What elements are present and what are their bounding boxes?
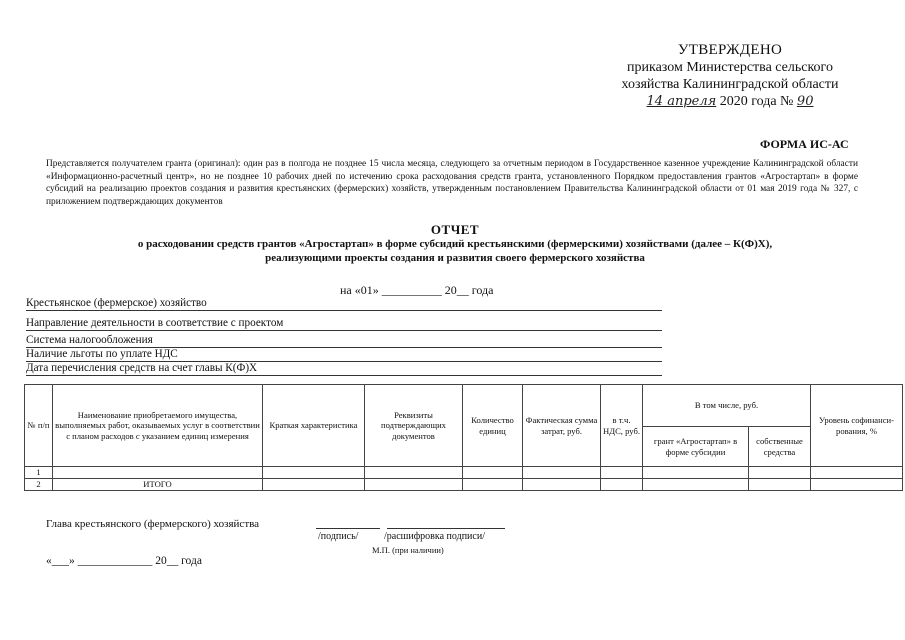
approval-date-line	[600, 93, 860, 110]
header-num: № п/п	[25, 385, 53, 467]
header-actual-sum: Фактическая сумма затрат, руб.	[523, 385, 601, 467]
approval-date-handwritten: 14 апреля	[646, 94, 717, 109]
header-including: В том числе, руб.	[643, 385, 811, 427]
header-requisites: Реквизиты подтверждающих документов	[365, 385, 463, 467]
approval-line-2: хозяйства Калининградской области	[621, 77, 839, 92]
field-tax-system: Система налогообложения	[26, 334, 662, 348]
signature-line	[316, 528, 380, 529]
header-own-funds: собственные средства	[749, 427, 811, 467]
header-cofinancing-level: Уровень софинанси-рования, %	[811, 385, 903, 467]
signature-caption: /подпись/	[318, 531, 359, 542]
field-activity-direction: Направление деятельности в соответствие с проектом	[26, 317, 662, 331]
report-subtitle-line-1: о расходовании средств грантов «Агростартап» в форме субсидий крестьянскими (фермерскими) хозяйствами (далее – К(Ф)Х),	[137, 238, 773, 250]
expenses-table	[24, 384, 903, 491]
header-vat: в т.ч. НДС, руб.	[601, 385, 643, 467]
decode-caption: /расшифровка подписи/	[384, 531, 485, 542]
field-farm-name: Крестьянское (фермерское) хозяйство	[26, 297, 662, 311]
header-grant: грант «Агростартап» в форме субсидии	[643, 427, 749, 467]
table-row	[25, 467, 903, 479]
row-1-num: 1	[25, 467, 53, 479]
form-code: ФОРМА ИС-АС	[760, 137, 849, 151]
header-characteristic: Краткая характеристика	[263, 385, 365, 467]
field-transfer-date: Дата перечисления средств на счет главы К(Ф)Х	[26, 362, 662, 376]
header-quantity: Количество единиц	[463, 385, 523, 467]
stamp-note: М.П. (при наличии)	[372, 545, 444, 555]
report-subtitle-line-2: реализующими проекты создания и развития своего фермерского хозяйства	[265, 252, 645, 264]
row-2-name: ИТОГО	[53, 479, 263, 491]
head-of-farm-label: Глава крестьянского (фермерского) хозяйства	[46, 518, 260, 530]
approval-line-1: приказом Министерства сельского	[627, 60, 833, 75]
report-subtitle	[40, 237, 870, 265]
intro-paragraph: Представляется получателем гранта (оригинал): один раз в полгода не позднее 15 числа месяца, следующего за отчетным периодом в Государственное казенное учреждение Калининградской области «Информационно-расчетный центр», но не позднее 10 рабочих дней по истечению срока расходования средств гранта, установленного Порядком предоставления грантов «Агростартап» в форме субсидий на реализацию проектов создания и развития крестьянских (фермерских) хозяйств, утвержденным постановлением Правительства Калининградской области от 01 мая 2019 года № 327, с приложением подтверждающих документов	[46, 159, 858, 207]
report-title: ОТЧЕТ	[430, 222, 480, 237]
row-1-name	[53, 467, 263, 479]
table-row	[25, 479, 903, 491]
approval-year-text: 2020 года №	[719, 94, 794, 109]
signature-date-line: «___» _____________ 20__ года	[46, 555, 202, 567]
field-vat-benefit: Наличие льготы по уплате НДС	[26, 348, 662, 362]
approval-title: УТВЕРЖДЕНО	[677, 42, 783, 58]
report-date-line: на «01» __________ 20__ года	[340, 283, 494, 297]
approval-block	[600, 42, 860, 110]
decode-line	[387, 528, 505, 529]
header-item-name: Наименование приобретаемого имущества, выполняемых работ, оказываемых услуг в соответствии с планом расходов с указанием единиц измерения	[53, 385, 263, 467]
approval-number-handwritten: 90	[796, 94, 814, 109]
row-2-num: 2	[25, 479, 53, 491]
